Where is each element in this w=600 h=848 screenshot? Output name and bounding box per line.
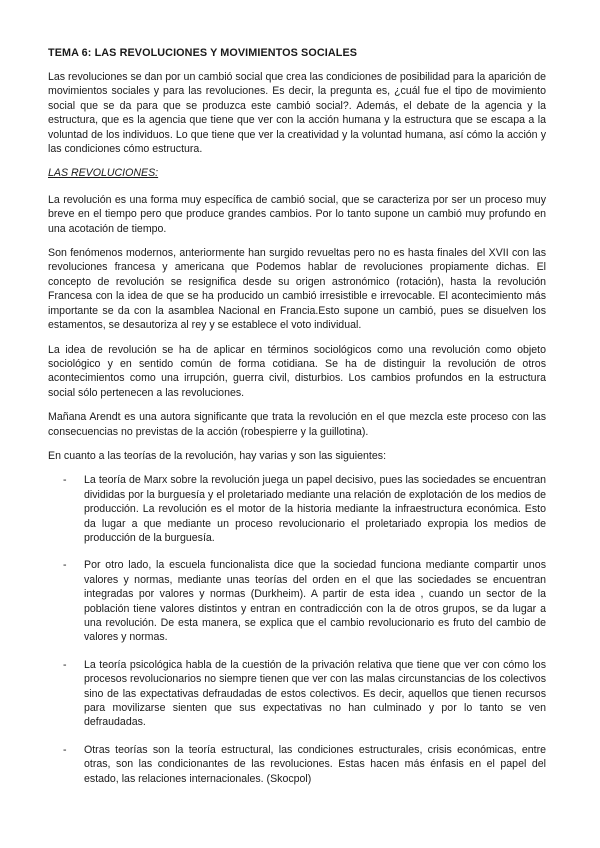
paragraph-definition: La revolución es una forma muy específica de cambió social, que se caracteriza por ser un proceso muy breve en el tiempo pero que produce grandes cambios. Por lo tanto supone un cambió muy profundo en una acotación de tiempo. — [48, 193, 546, 235]
list-item-functionalist — [48, 558, 546, 644]
list-item-marx — [48, 473, 546, 545]
bullet-dash: - — [63, 658, 67, 671]
list-item-psychological — [48, 658, 546, 730]
paragraph-theories-intro: En cuanto a las teorías de la revolución, hay varias y son las siguientes: — [48, 449, 387, 462]
list-item-structural — [48, 743, 546, 786]
list-item-text: La teoría psicológica habla de la cuestión de la privación relativa que tiene que ver con cómo los procesos revolucionarios no siempre tienen que ver con las malas circunstancias de los colectivos sino de las expectativas defraudadas de estos colectivos. Es decir, aquellos que tienen recursos para movilizarse sienten que sus expectativas no han culminado y por lo tanto se ven defraudadas. — [84, 658, 546, 729]
list-item-text: Otras teorías son la teoría estructural, las condiciones estructurales, crisis económicas, entre otras, son las condicionantes de las revoluciones. Estas hacen más énfasis en el papel del estado, las relaciones internacionales. (Skocpol) — [84, 743, 546, 785]
intro-paragraph: Las revoluciones se dan por un cambió social que crea las condiciones de posibilidad para la aparición de movimientos sociales y para las revoluciones. Es decir, la pregunta es, ¿cuál fue el tipo de movimiento social que se da para que se produzca este cambió social?. Además, el debate de la agencia y la estructura, que es la agencia que tiene que ver con la acción humana y la estructura que se escapa a la voluntad de los individuos. Lo que tiene que ver la creatividad y la voluntad humana, así cómo la acción y las condiciones cómo estructura. — [48, 71, 546, 156]
paragraph-arendt: Mañana Arendt es una autora significante que trata la revolución en el que mezcla este proceso con las consecuencias no previstas de la acción (robespierre y la guillotina). — [48, 411, 546, 438]
bullet-dash: - — [63, 743, 67, 756]
bullet-dash: - — [63, 474, 67, 487]
section-heading: LAS REVOLUCIONES: — [48, 167, 159, 180]
document-title: TEMA 6: LAS REVOLUCIONES Y MOVIMIENTOS SOCIALES — [48, 47, 358, 59]
list-item-text: La teoría de Marx sobre la revolución juega un papel decisivo, pues las sociedades se encuentran divididas por la burguesía y el proletariado mediante una relación de explotación de los medios de producción. La revolución es el motor de la historia mediante la infraestructura económica. Esto da lugar a que mediante un proceso revolucionario el proletariado expropia los medios de producción de la burguesía. — [84, 474, 546, 544]
bullet-dash: - — [63, 559, 67, 572]
list-item-text: Por otro lado, la escuela funcionalista dice que la sociedad funciona mediante compartir unos valores y normas, mediante unas teorías del orden en el que las sociedades se encuentran integradas por valores y normas (Durkheim). A partir de esta idea , cuando un sector de la población tiene valores distintos y entran en contradicción con la de otros grupos, se da lugar a una revolución. De esta manera, se explica que el cambio revolucionario es fruto del cambio de valores y normas. — [84, 559, 546, 644]
theories-list — [48, 473, 546, 786]
paragraph-modern-phenomena: Son fenómenos modernos, anteriormente han surgido revueltas pero no es hasta finales del XVII con las revoluciones francesa y americana que Podemos hablar de revoluciones propiamente dichas. El concepto de revolución se resignifica desde su origen astronómico (rotación), hasta la revolución Francesa con la idea de que se ha producido un cambió irresistible e irrevocable. El acontecimiento más importante se da con la asamblea Nacional en Francia.Esto supone un cambió, pues se disuelven los estamentos, se desautoriza al rey y se establece el voto individual. — [48, 247, 546, 332]
paragraph-sociological-idea: La idea de revolución se ha de aplicar en términos sociológicos como una revolución como objeto sociológico y en sentido común de forma cotidiana. Se ha de distinguir la revolución de otros acontecimientos como una irrupción, guerra civil, disturbios. Los cambios profundos en la estructura social sólo pertenecen a las revoluciones. — [48, 343, 546, 399]
